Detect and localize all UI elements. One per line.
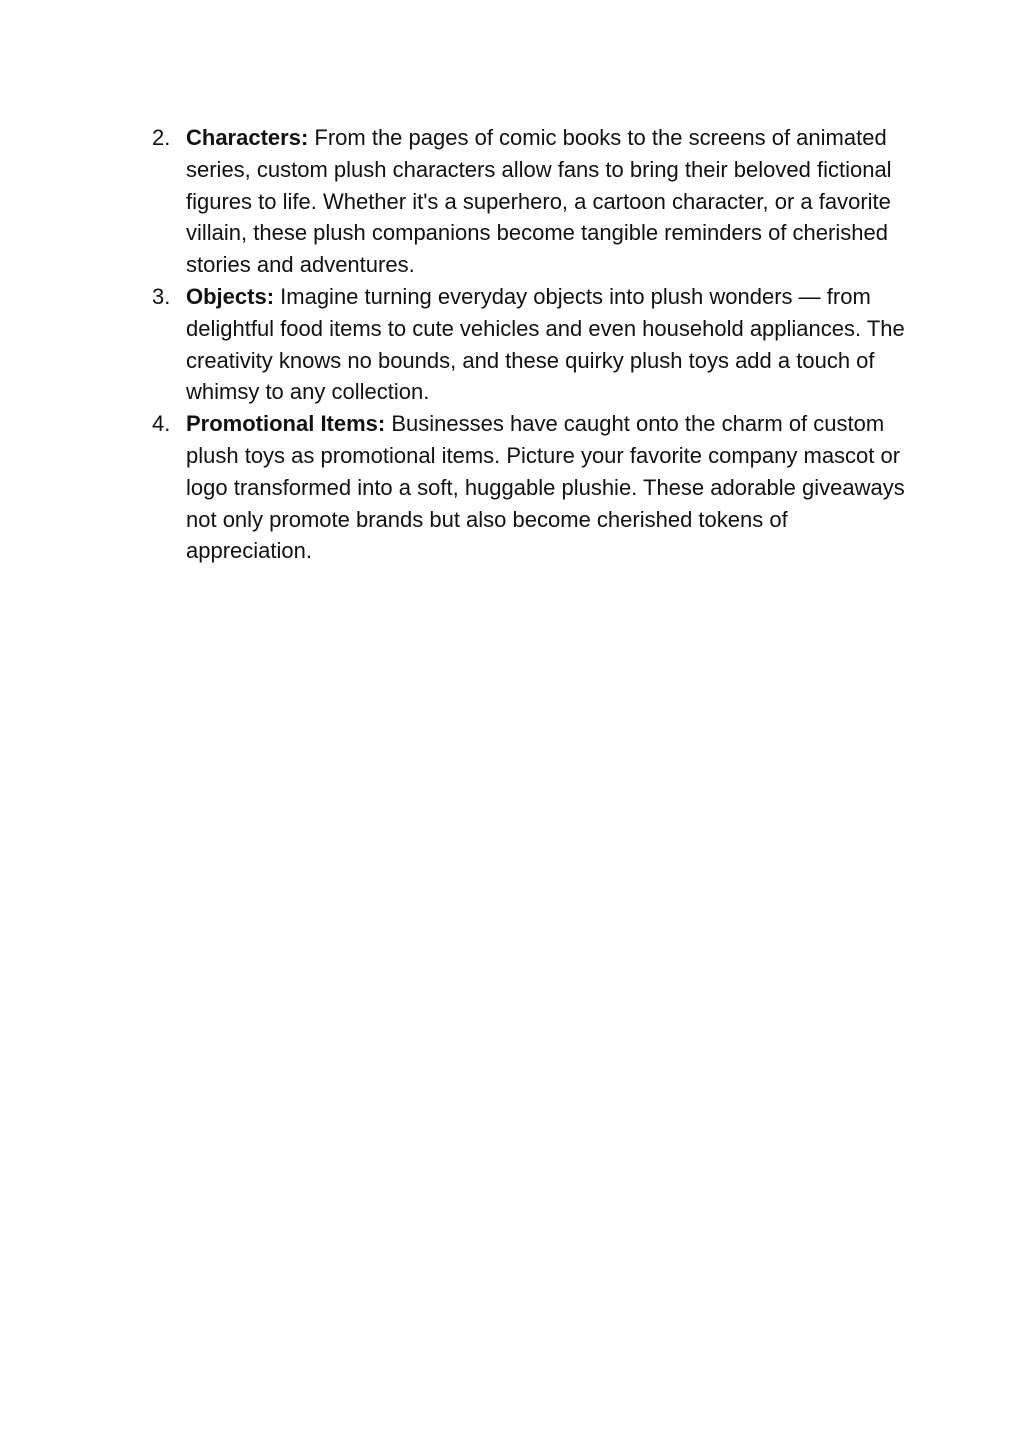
list-item-body	[186, 281, 912, 408]
list-item-body	[186, 408, 912, 567]
list-item-text: Businesses have caught onto the charm of custom plush toys as promotional items. Picture your favorite company mascot or logo transformed into a soft, huggable plushie. These adorable giveaways not only promote brands but also become cherished tokens of appreciation.	[186, 411, 905, 564]
list-item-promotional-items	[152, 408, 912, 567]
list-item-objects	[152, 281, 912, 408]
list-number: 3.	[152, 283, 171, 309]
list-item-text: Imagine turning everyday objects into plush wonders — from delightful food items to cute vehicles and even household appliances. The creativity knows no bounds, and these quirky plush toys add a touch of whimsy to any collection.	[186, 283, 905, 405]
list-item-heading: Promotional Items:	[186, 411, 386, 437]
list-number: 2.	[152, 125, 171, 150]
list-item-text: From the pages of comic books to the screens of animated series, custom plush characters allow fans to bring their beloved fictional figures to life. Whether it's a superhero, a cartoon character, or a favorite villain, these plush companions become tangible reminders of cherished stories and adventures.	[186, 125, 892, 278]
list-item-characters	[152, 122, 912, 281]
list-item-heading: Characters:	[186, 125, 309, 150]
list-item-body	[186, 122, 912, 281]
list-number: 4.	[152, 411, 171, 437]
list-item-heading: Objects:	[186, 283, 275, 309]
numbered-list	[152, 122, 912, 567]
